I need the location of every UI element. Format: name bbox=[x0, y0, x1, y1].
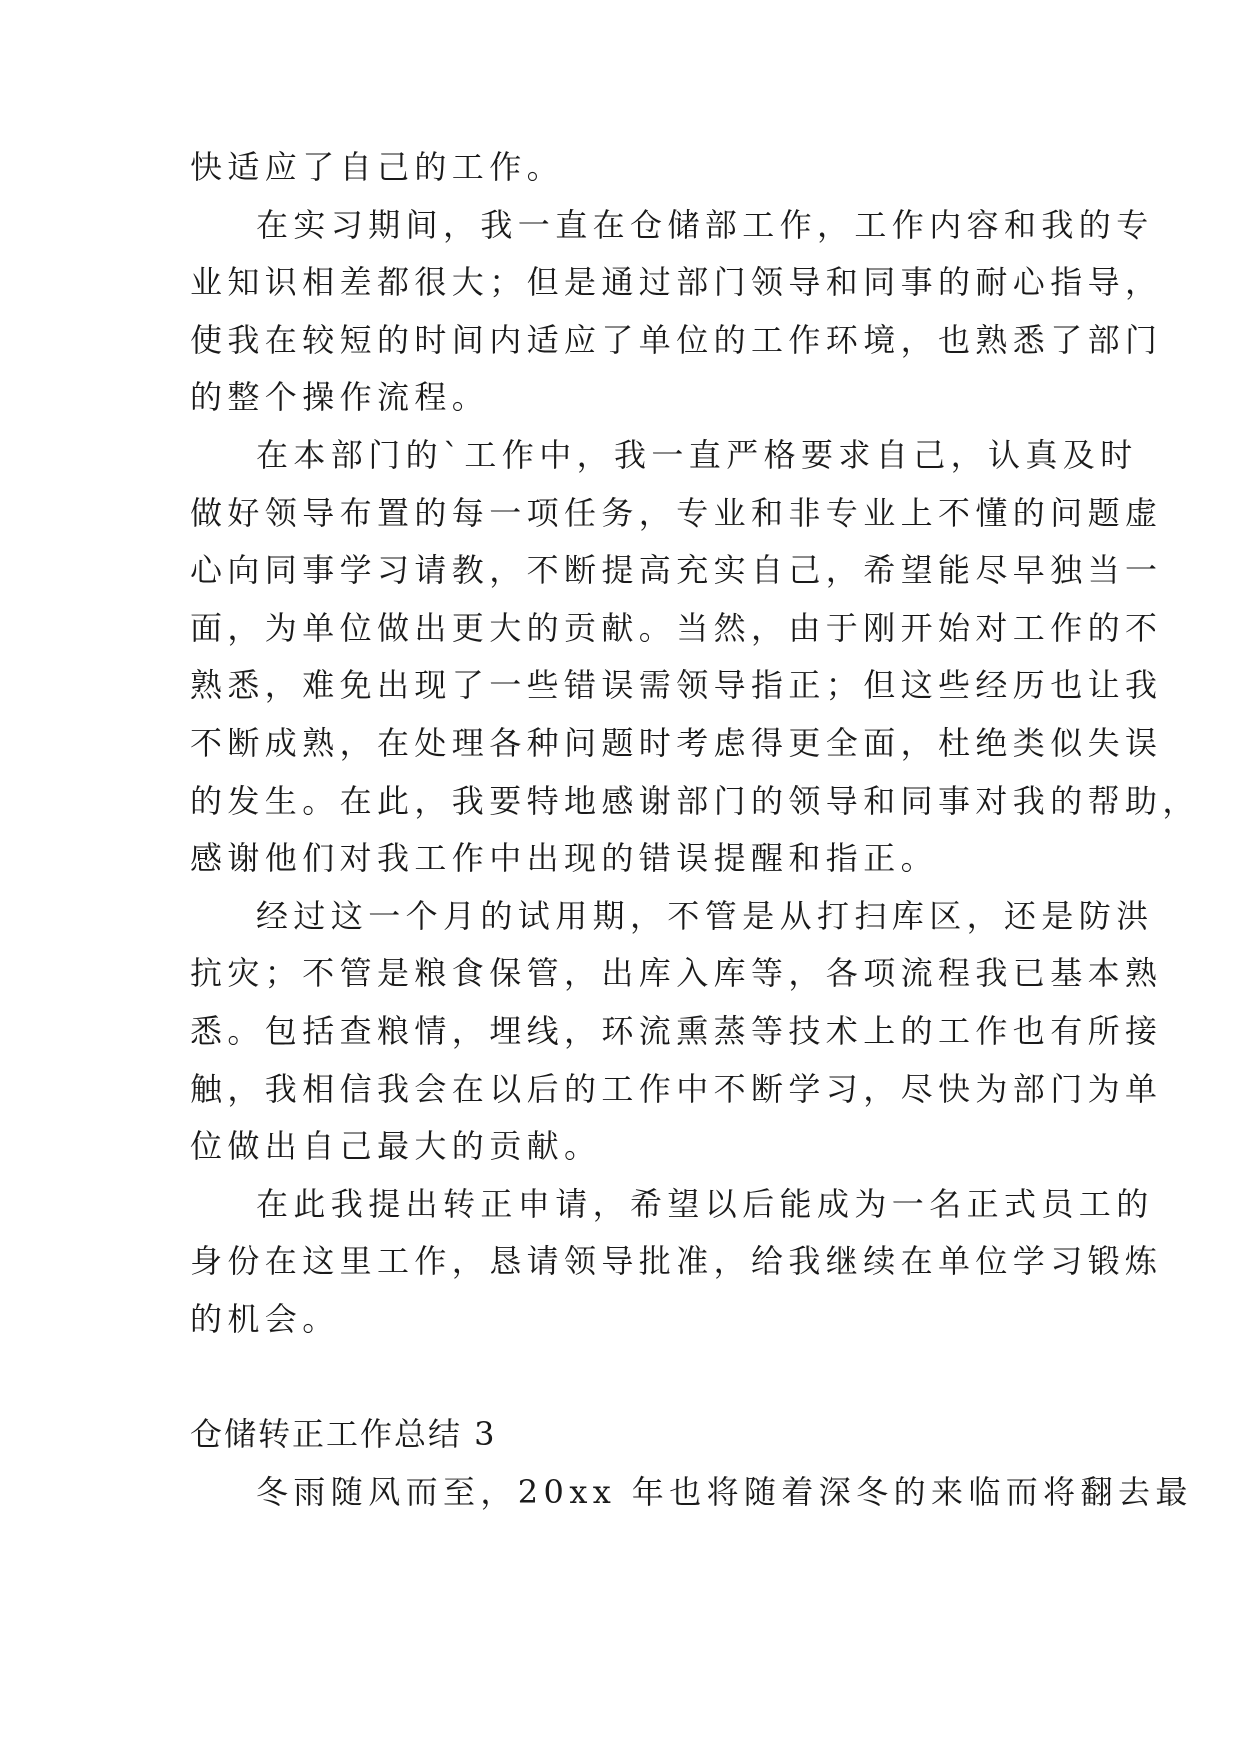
paragraph-first-line: 冬雨随风而至，20xx 年也将随着深冬的来临而将翻去最 bbox=[256, 1473, 1193, 1511]
text-line: 的发生。在此，我要特地感谢部门的领导和同事对我的帮助， bbox=[190, 782, 1200, 820]
text-line: 的整个操作流程。 bbox=[190, 378, 490, 416]
section-heading: 仓储转正工作总结 3 bbox=[190, 1415, 497, 1453]
text-line: 的机会。 bbox=[190, 1300, 340, 1338]
paragraph-first-line: 在实习期间，我一直在仓储部工作，工作内容和我的专 bbox=[256, 206, 1154, 244]
text-line: 感谢他们对我工作中出现的错误提醒和指正。 bbox=[190, 839, 939, 877]
text-line: 快适应了自己的工作。 bbox=[190, 148, 565, 186]
text-line: 心向同事学习请教，不断提高充实自己，希望能尽早独当一 bbox=[190, 551, 1163, 589]
paragraph-first-line: 在此我提出转正申请，希望以后能成为一名正式员工的 bbox=[256, 1185, 1154, 1223]
paragraph-first-line: 经过这一个月的试用期，不管是从打扫库区，还是防洪 bbox=[256, 897, 1154, 935]
text-line: 面，为单位做出更大的贡献。当然，由于刚开始对工作的不 bbox=[190, 609, 1163, 647]
text-line: 使我在较短的时间内适应了单位的工作环境，也熟悉了部门 bbox=[190, 321, 1163, 359]
text-line: 身份在这里工作，恳请领导批准，给我继续在单位学习锻炼 bbox=[190, 1242, 1163, 1280]
text-line: 悉。包括查粮情，埋线，环流熏蒸等技术上的工作也有所接 bbox=[190, 1012, 1163, 1050]
text-line: 位做出自己最大的贡献。 bbox=[190, 1127, 602, 1165]
text-line: 触，我相信我会在以后的工作中不断学习，尽快为部门为单 bbox=[190, 1070, 1163, 1108]
text-line: 抗灾；不管是粮食保管，出库入库等，各项流程我已基本熟 bbox=[190, 954, 1163, 992]
paragraph-first-line: 在本部门的`工作中，我一直严格要求自己，认真及时 bbox=[256, 436, 1138, 474]
text-line: 不断成熟，在处理各种问题时考虑得更全面，杜绝类似失误 bbox=[190, 724, 1163, 762]
text-line: 熟悉，难免出现了一些错误需领导指正；但这些经历也让我 bbox=[190, 666, 1163, 704]
text-line: 做好领导布置的每一项任务，专业和非专业上不懂的问题虚 bbox=[190, 494, 1163, 532]
text-line: 业知识相差都很大；但是通过部门领导和同事的耐心指导， bbox=[190, 263, 1163, 301]
